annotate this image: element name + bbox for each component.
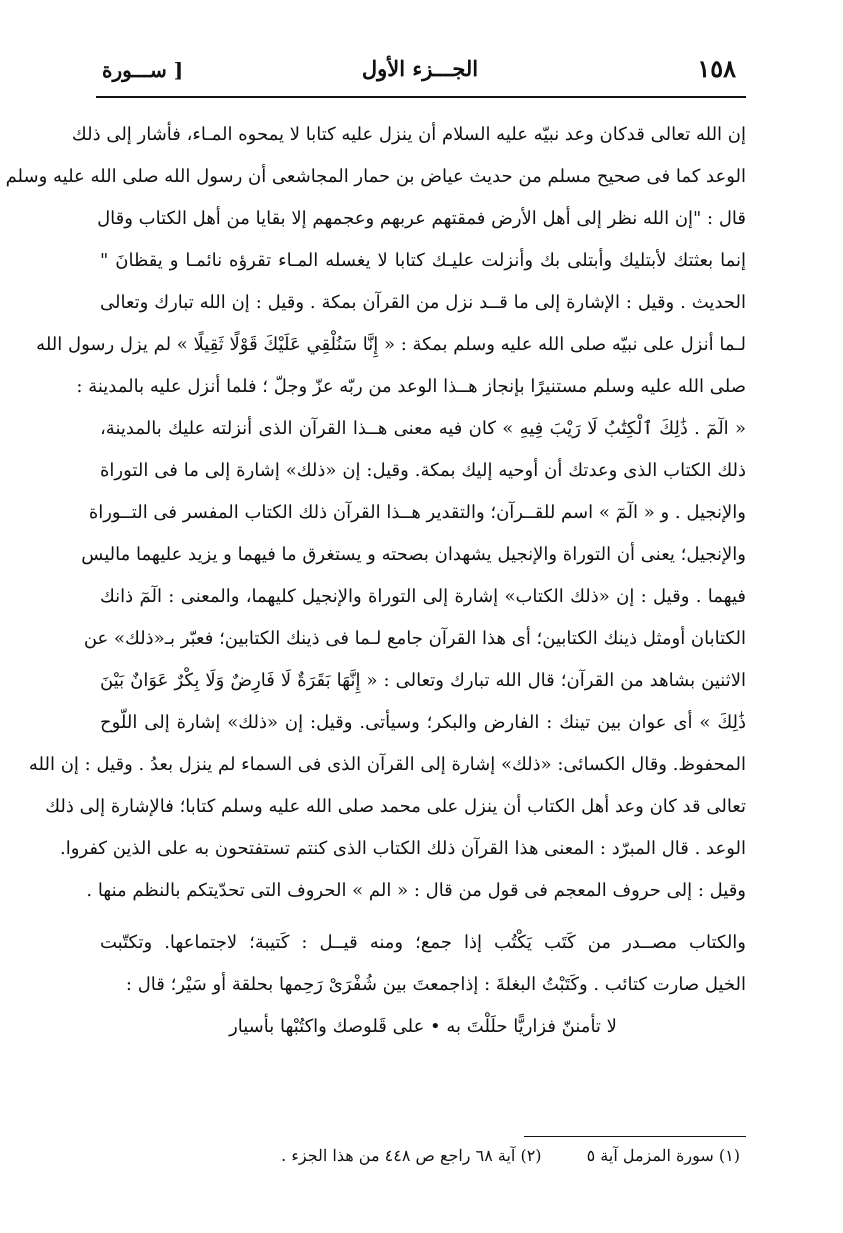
text-line: قال : "إن الله نظر إلى أهل الأرض فمقتهم عربهم وعجمهم إلا بقايا من أهل الكتاب وقال	[97, 208, 746, 229]
text-line: إنما بعثتك لأبتليك وأبتلى بك وأنزلت عليـك كتابا لا يغسله المـاء تقرؤه نائمـا و يقظانَ "	[100, 250, 746, 271]
text-line: الخيل صارت كتائب . وكَتَبْتُ البغلةَ : إذاجمعتَ بين شُفْرَىْ رَحِمها بحلقة أو سَيْر؛ قال :	[125, 974, 746, 995]
footnote-rule	[524, 1136, 746, 1137]
text-line: الكتابان أومثل ذينك الكتابين؛ أى هذا القرآن جامع لـما فى ذينك الكتابين؛ فعبّر بـ«ذلك» عن	[83, 628, 746, 649]
paragraph-2	[100, 922, 746, 1006]
page-header	[96, 52, 744, 90]
text-line: والكتاب مصــدر من كَتَب يَكْتُب إذا جمع؛ ومنه قيــل : كَتيبة؛ لاجتماعها. وتكتّبت	[100, 932, 746, 953]
main-text	[5, 114, 746, 1048]
part-title: الجـــزء الأول	[361, 56, 479, 81]
text-line: تعالى قد كان وعد أهل الكتاب أن ينزل على محمد صلى الله عليه وسلم كتابا؛ فالإشارة إلى ذلك	[45, 796, 746, 817]
text-line: الوعد كما فى صحيح مسلم من حديث عياض بن حمار المجاشعى أن رسول الله صلى الله عليه وسلم	[5, 166, 746, 187]
page-number: ١٥٨	[697, 54, 736, 83]
text-line: والإنجيل؛ يعنى أن التوراة والإنجيل يشهدان بصحته و يستغرق ما فيهما و يزيد عليهما ماليس	[81, 544, 746, 565]
text-line: لـما أنزل على نبيّه صلى الله عليه وسلم بمكة : « إِنَّا سَنُلْقِي عَلَيْكَ قَوْلًا ثَقِيلًا » لم يزل رسول الله	[36, 334, 746, 355]
text-line: الوعد . قال المبرّد : المعنى هذا القرآن ذلك الكتاب الذى كنتم تستفتحون به على الذين كفروا.	[59, 838, 746, 859]
surah-label: [ ســـورة	[102, 58, 184, 82]
text-line: المحفوظ. وقال الكسائى: «ذلك» إشارة إلى القرآن الذى فى السماء لم ينزل بعدُ . وقيل : إن الله	[28, 754, 746, 775]
text-line: ذَٰلِكَ » أى عوان بين تينك : الفارض والبكر؛ وسيأتى. وقيل: إن «ذلك» إشارة إلى اللّوح	[100, 712, 746, 733]
text-line: إن الله تعالى قدكان وعد نبيّه عليه السلام أن ينزل عليه كتابا لا يمحوه المـاء، فأشار إلى ذلك	[71, 124, 746, 145]
footnote-1: (١) سورة المزمل آية ٥	[586, 1146, 740, 1165]
paragraph-1	[5, 114, 746, 912]
text-line: والإنجيل . و « الٓمٓ » اسم للقــرآن؛ والتقدير هــذا القرآن ذلك الكتاب المفسر فى التــوراة	[88, 502, 746, 523]
text-line: « الٓمٓ . ذَٰلِكَ ٱلْكِتَٰبُ لَا رَيْبَ فِيهِ » كان فيه معنى هــذا القرآن الذى أنزلته عليك بالمدينة،	[100, 418, 746, 439]
paragraph-gap	[100, 912, 746, 922]
text-line: وقيل : إلى حروف المعجم فى قول من قال : « الم » الحروف التى تحدّيتكم بالنظم منها .	[86, 880, 746, 901]
footnotes	[220, 1146, 740, 1165]
text-line: صلى الله عليه وسلم مستنيرًا بإنجاز هــذا الوعد من ربّه عزّ وجلّ ؛ فلما أنزل عليه بالمدينة :	[76, 376, 746, 397]
poetry-verse: لا تأمننّ فزاريًّا حلَلْتَ به • على قَلوصك واكتُبْها بأسيار	[229, 1016, 617, 1037]
header-rule	[96, 96, 746, 98]
footnote-2: (٢) آية ٦٨ راجع ص ٤٤٨ من هذا الجزء .	[281, 1146, 542, 1165]
text-line: الاثنين بشاهد من القرآن؛ قال الله تبارك وتعالى : « إِنَّهَا بَقَرَةٌ لَا فَارِضٌ وَلَا بِكْرٌ عَوَانٌ بَيْنَ	[100, 670, 746, 691]
text-line: فيهما . وقيل : إن «ذلك الكتاب» إشارة إلى التوراة والإنجيل كليهما، والمعنى : الٓمٓ ذانك	[100, 586, 746, 607]
text-line: الحديث . وقيل : الإشارة إلى ما قــد نزل من القرآن بمكة . وقيل : إن الله تبارك وتعالى	[100, 292, 746, 313]
text-line: ذلك الكتاب الذى وعدتك أن أوحيه إليك بمكة. وقيل: إن «ذلك» إشارة إلى ما فى التوراة	[100, 460, 746, 481]
